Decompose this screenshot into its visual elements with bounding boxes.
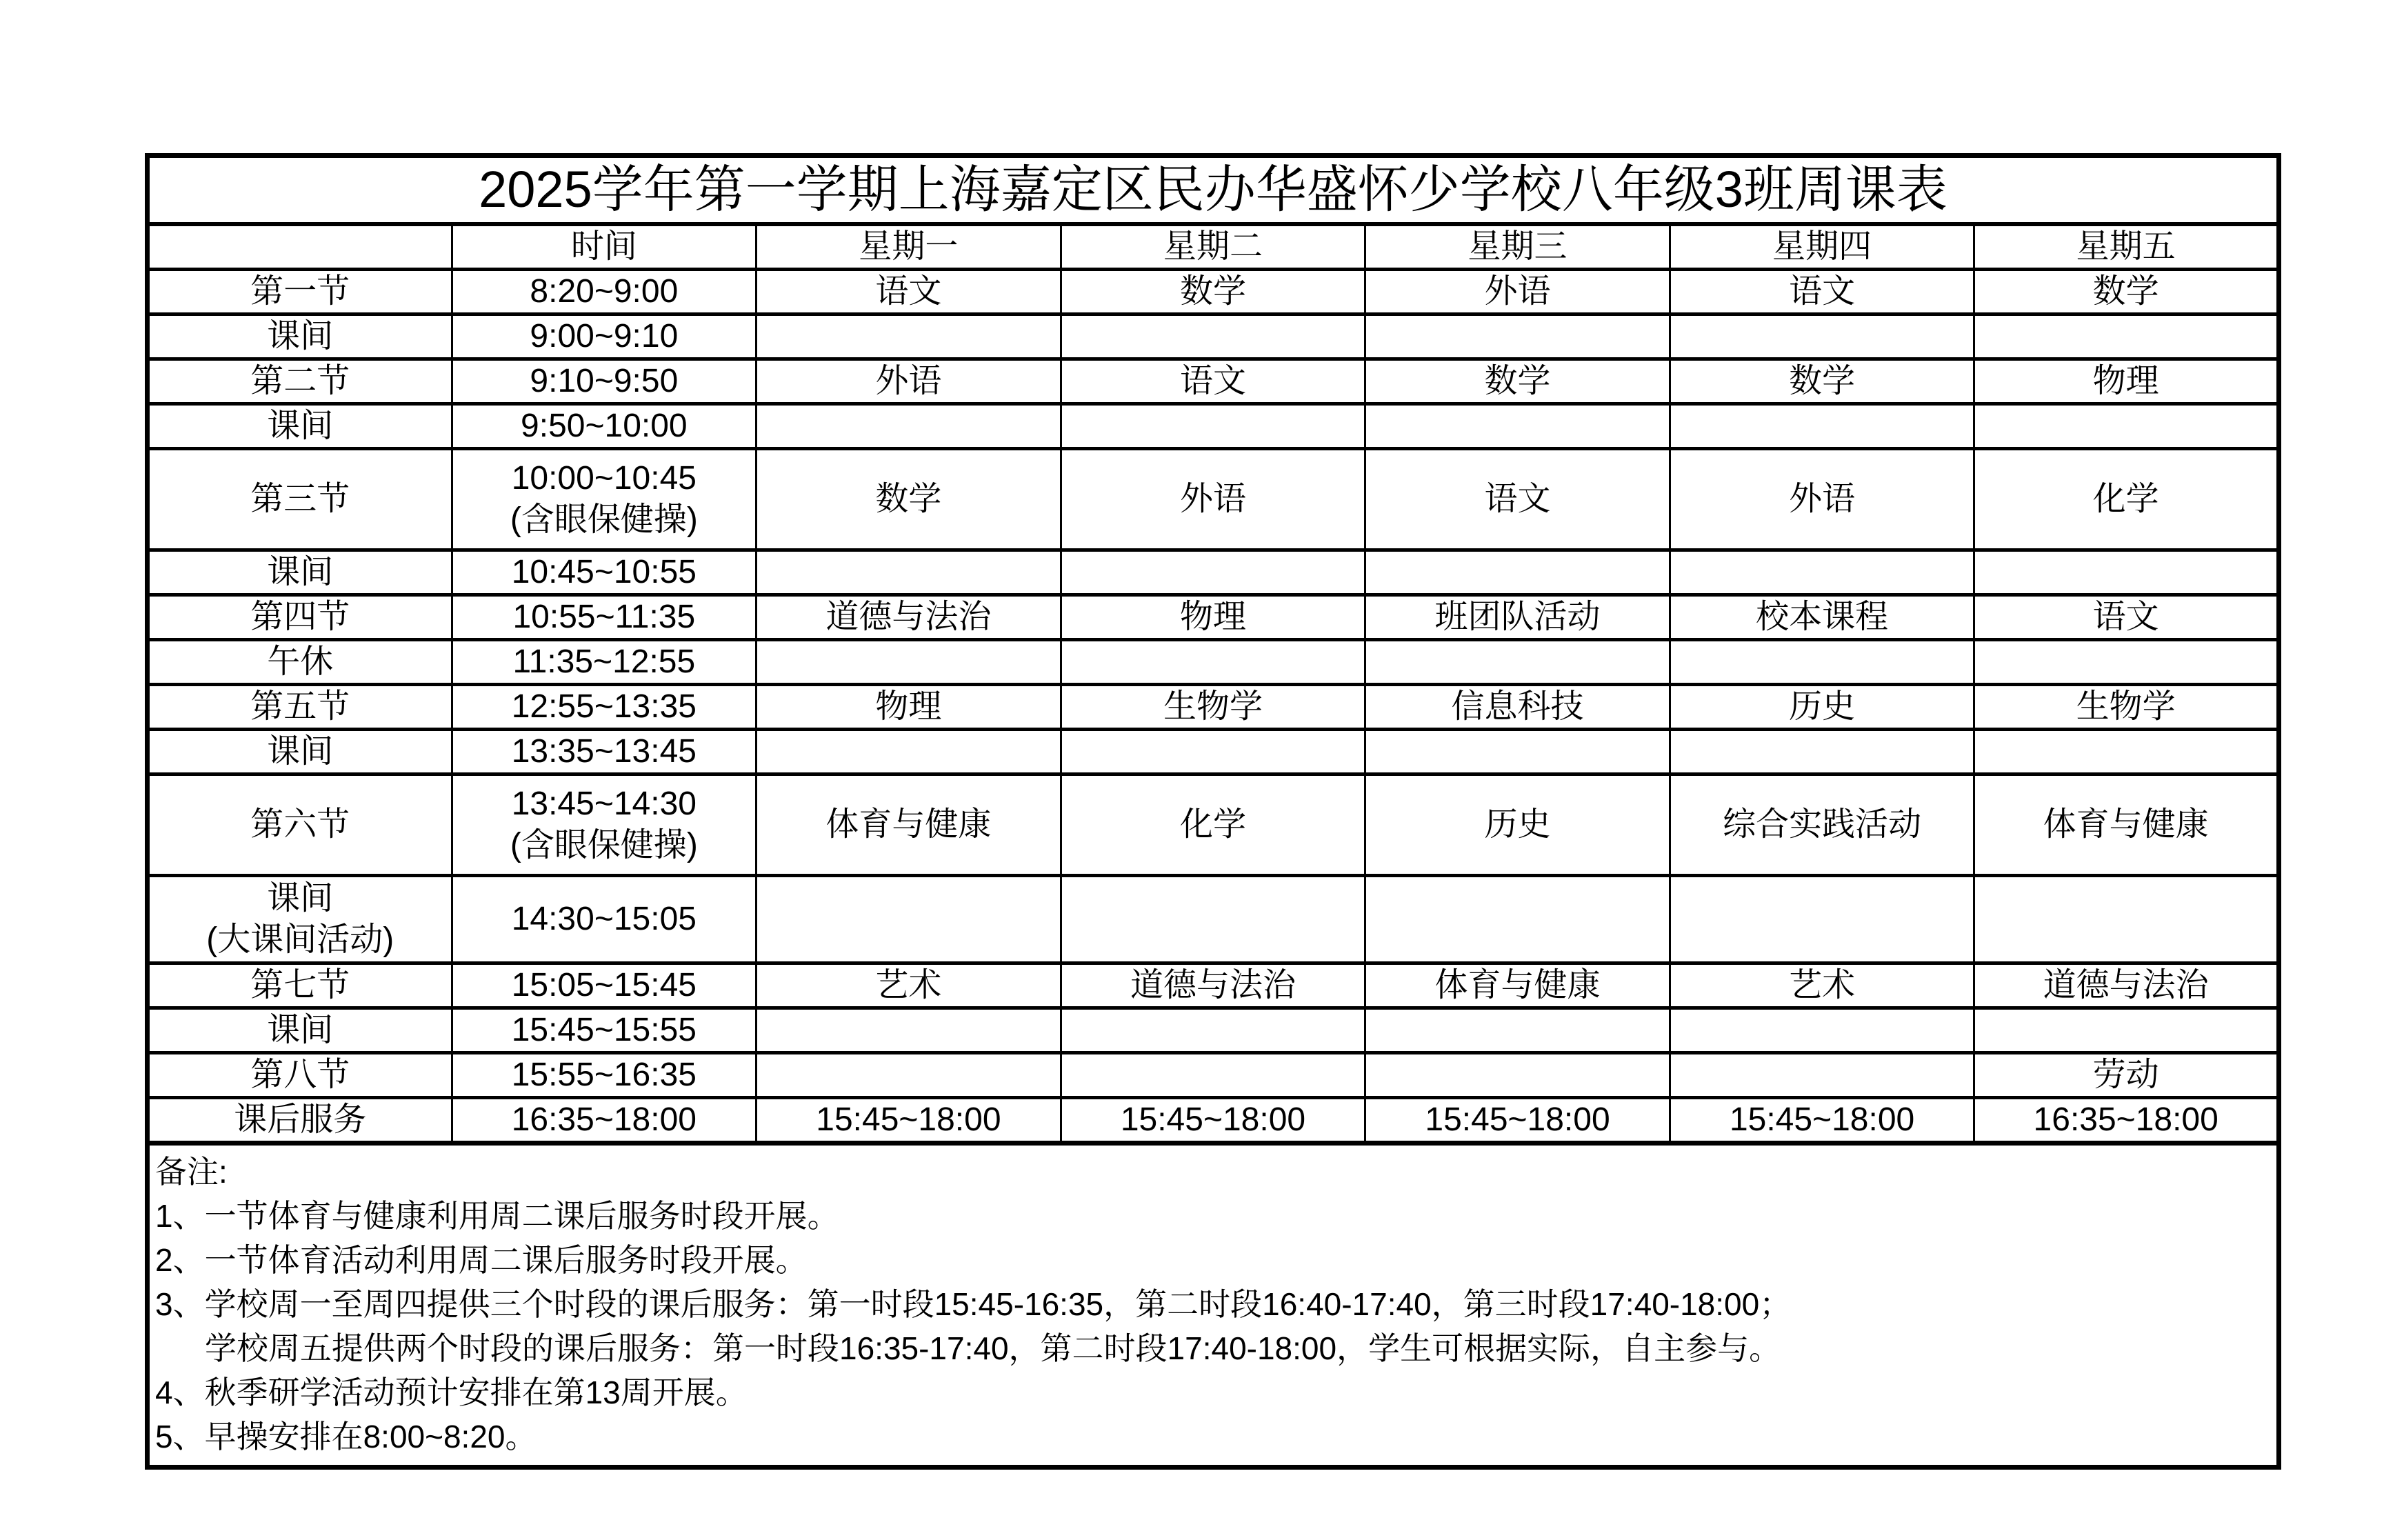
lesson-cell: 信息科技 — [1365, 684, 1670, 729]
notes-heading: 备注: — [155, 1153, 228, 1190]
time-range: 10:00~10:45 — [511, 459, 697, 497]
lesson-cell: 体育与健康 — [757, 774, 1061, 875]
table-row-period-8 — [148, 1052, 2279, 1097]
lesson-cell — [1365, 403, 1670, 448]
lesson-cell: 外语 — [1061, 448, 1365, 550]
lesson-cell — [1974, 403, 2279, 448]
lesson-cell — [757, 550, 1061, 594]
timetable-sheet — [145, 153, 2281, 1470]
lesson-cell: 数学 — [1365, 359, 1670, 403]
period-label-note: (大课间活动) — [206, 921, 394, 958]
lesson-cell — [1974, 550, 2279, 594]
period-label-cell: 课间 — [148, 729, 452, 774]
lesson-cell — [1974, 875, 2279, 963]
period-label-cell: 第七节 — [148, 963, 452, 1008]
note-line-3b: 学校周五提供两个时段的课后服务：第一时段16:35-17:40，第二时段17:40-18:00，学生可根据实际，自主参与。 — [205, 1330, 1781, 1366]
time-cell: 16:35~18:00 — [452, 1097, 757, 1143]
lesson-cell — [1670, 1052, 1974, 1097]
lesson-cell: 外语 — [757, 359, 1061, 403]
lesson-cell — [1670, 639, 1974, 684]
time-cell: 9:50~10:00 — [452, 403, 757, 448]
table-row-lunch — [148, 639, 2279, 684]
period-label: 课间 — [267, 879, 334, 917]
lesson-cell — [1670, 314, 1974, 359]
lesson-cell: 物理 — [1974, 359, 2279, 403]
time-note: (含眼保健操) — [510, 501, 698, 538]
period-label-cell: 课后服务 — [148, 1097, 452, 1143]
period-label-cell: 课间 — [148, 314, 452, 359]
lesson-cell — [1974, 729, 2279, 774]
lesson-cell — [1974, 314, 2279, 359]
lesson-cell: 15:45~18:00 — [1670, 1097, 1974, 1143]
lesson-cell — [1061, 403, 1365, 448]
lesson-cell — [1365, 550, 1670, 594]
lesson-cell — [1670, 1008, 1974, 1052]
time-cell: 9:00~9:10 — [452, 314, 757, 359]
lesson-cell — [757, 875, 1061, 963]
page-title: 2025学年第一学期上海嘉定区民办华盛怀少学校八年级3班周课表 — [148, 156, 2279, 224]
lesson-cell — [1670, 729, 1974, 774]
time-cell — [452, 448, 757, 550]
lesson-cell: 15:45~18:00 — [1061, 1097, 1365, 1143]
table-row-period-4 — [148, 594, 2279, 639]
table-row-break — [148, 729, 2279, 774]
table-row-big-break — [148, 875, 2279, 963]
lesson-cell: 外语 — [1365, 269, 1670, 314]
header-row — [148, 224, 2279, 270]
lesson-cell — [757, 1008, 1061, 1052]
lesson-cell: 历史 — [1365, 774, 1670, 875]
period-label-cell: 第三节 — [148, 448, 452, 550]
table-row-period-6 — [148, 774, 2279, 875]
lesson-cell: 语文 — [1061, 359, 1365, 403]
period-label-cell: 课间 — [148, 1008, 452, 1052]
lesson-cell — [1365, 1052, 1670, 1097]
lesson-cell: 历史 — [1670, 684, 1974, 729]
lesson-cell: 道德与法治 — [1061, 963, 1365, 1008]
day-header-wednesday: 星期三 — [1365, 224, 1670, 270]
table-row-period-2 — [148, 359, 2279, 403]
lesson-cell — [1061, 729, 1365, 774]
table-row-after-school — [148, 1097, 2279, 1143]
lesson-cell — [1365, 875, 1670, 963]
lesson-cell: 数学 — [1974, 269, 2279, 314]
time-cell: 8:20~9:00 — [452, 269, 757, 314]
lesson-cell: 数学 — [757, 448, 1061, 550]
title-row — [148, 156, 2279, 224]
period-label-cell — [148, 875, 452, 963]
lesson-cell — [1670, 550, 1974, 594]
note-line-3: 3、学校周一至周四提供三个时段的课后服务：第一时段15:45-16:35，第二时段16:40-17:40，第三时段17:40-18:00； — [155, 1286, 1792, 1322]
lesson-cell — [757, 314, 1061, 359]
lesson-cell — [1061, 639, 1365, 684]
lesson-cell — [1670, 875, 1974, 963]
table-row-break — [148, 1008, 2279, 1052]
period-label-cell: 第一节 — [148, 269, 452, 314]
lesson-cell: 道德与法治 — [1974, 963, 2279, 1008]
lesson-cell: 劳动 — [1974, 1052, 2279, 1097]
lesson-cell: 数学 — [1670, 359, 1974, 403]
time-cell: 15:55~16:35 — [452, 1052, 757, 1097]
table-row-break — [148, 550, 2279, 594]
lesson-cell: 物理 — [757, 684, 1061, 729]
lesson-cell: 语文 — [1670, 269, 1974, 314]
lesson-cell: 语文 — [1974, 594, 2279, 639]
lesson-cell: 外语 — [1670, 448, 1974, 550]
table-row-period-7 — [148, 963, 2279, 1008]
day-header-tuesday: 星期二 — [1061, 224, 1365, 270]
time-note: (含眼保健操) — [510, 826, 698, 863]
table-row-break — [148, 314, 2279, 359]
lesson-cell — [1061, 875, 1365, 963]
time-cell — [452, 774, 757, 875]
lesson-cell — [757, 729, 1061, 774]
lesson-cell: 道德与法治 — [757, 594, 1061, 639]
lesson-cell — [1974, 639, 2279, 684]
time-cell: 14:30~15:05 — [452, 875, 757, 963]
table-row-break — [148, 403, 2279, 448]
table-row-period-1 — [148, 269, 2279, 314]
lesson-cell: 15:45~18:00 — [757, 1097, 1061, 1143]
lesson-cell: 班团队活动 — [1365, 594, 1670, 639]
period-label-cell: 第六节 — [148, 774, 452, 875]
period-label-cell: 课间 — [148, 403, 452, 448]
lesson-cell: 15:45~18:00 — [1365, 1097, 1670, 1143]
lesson-cell: 生物学 — [1974, 684, 2279, 729]
time-cell: 9:10~9:50 — [452, 359, 757, 403]
day-header-friday: 星期五 — [1974, 224, 2279, 270]
lesson-cell: 语文 — [1365, 448, 1670, 550]
time-cell: 15:05~15:45 — [452, 963, 757, 1008]
lesson-cell — [1061, 1052, 1365, 1097]
lesson-cell: 综合实践活动 — [1670, 774, 1974, 875]
lesson-cell — [1670, 403, 1974, 448]
time-cell: 13:35~13:45 — [452, 729, 757, 774]
lesson-cell — [1365, 1008, 1670, 1052]
lesson-cell: 物理 — [1061, 594, 1365, 639]
lesson-cell: 艺术 — [757, 963, 1061, 1008]
period-label-cell: 第二节 — [148, 359, 452, 403]
corner-cell — [148, 224, 452, 270]
lesson-cell — [1974, 1008, 2279, 1052]
lesson-cell: 语文 — [757, 269, 1061, 314]
lesson-cell: 化学 — [1061, 774, 1365, 875]
note-line-4: 4、秋季研学活动预计安排在第13周开展。 — [155, 1374, 748, 1410]
lesson-cell: 体育与健康 — [1365, 963, 1670, 1008]
table-row-period-3 — [148, 448, 2279, 550]
lesson-cell: 体育与健康 — [1974, 774, 2279, 875]
lesson-cell — [1061, 1008, 1365, 1052]
time-cell: 15:45~15:55 — [452, 1008, 757, 1052]
lesson-cell: 生物学 — [1061, 684, 1365, 729]
lesson-cell — [757, 403, 1061, 448]
period-label-cell: 第四节 — [148, 594, 452, 639]
lesson-cell: 校本课程 — [1670, 594, 1974, 639]
time-column-header: 时间 — [452, 224, 757, 270]
lesson-cell — [1365, 639, 1670, 684]
day-header-monday: 星期一 — [757, 224, 1061, 270]
period-label-cell: 第五节 — [148, 684, 452, 729]
period-label-cell: 第八节 — [148, 1052, 452, 1097]
time-cell: 10:45~10:55 — [452, 550, 757, 594]
table-row-period-5 — [148, 684, 2279, 729]
lesson-cell — [757, 1052, 1061, 1097]
time-cell: 12:55~13:35 — [452, 684, 757, 729]
class-timetable — [145, 153, 2281, 1146]
lesson-cell: 化学 — [1974, 448, 2279, 550]
lesson-cell — [757, 639, 1061, 684]
lesson-cell: 16:35~18:00 — [1974, 1097, 2279, 1143]
note-line-5: 5、早操安排在8:00~8:20。 — [155, 1418, 537, 1454]
time-range: 13:45~14:30 — [511, 785, 697, 822]
lesson-cell — [1365, 729, 1670, 774]
lesson-cell — [1365, 314, 1670, 359]
time-cell: 10:55~11:35 — [452, 594, 757, 639]
time-cell: 11:35~12:55 — [452, 639, 757, 684]
period-label-cell: 午休 — [148, 639, 452, 684]
note-line-1: 1、一节体育与健康利用周二课后服务时段开展。 — [155, 1197, 839, 1234]
lesson-cell — [1061, 550, 1365, 594]
period-label-cell: 课间 — [148, 550, 452, 594]
lesson-cell — [1061, 314, 1365, 359]
note-line-2: 2、一节体育活动利用周二课后服务时段开展。 — [155, 1241, 808, 1278]
lesson-cell: 数学 — [1061, 269, 1365, 314]
day-header-thursday: 星期四 — [1670, 224, 1974, 270]
lesson-cell: 艺术 — [1670, 963, 1974, 1008]
notes-box — [145, 1146, 2281, 1470]
